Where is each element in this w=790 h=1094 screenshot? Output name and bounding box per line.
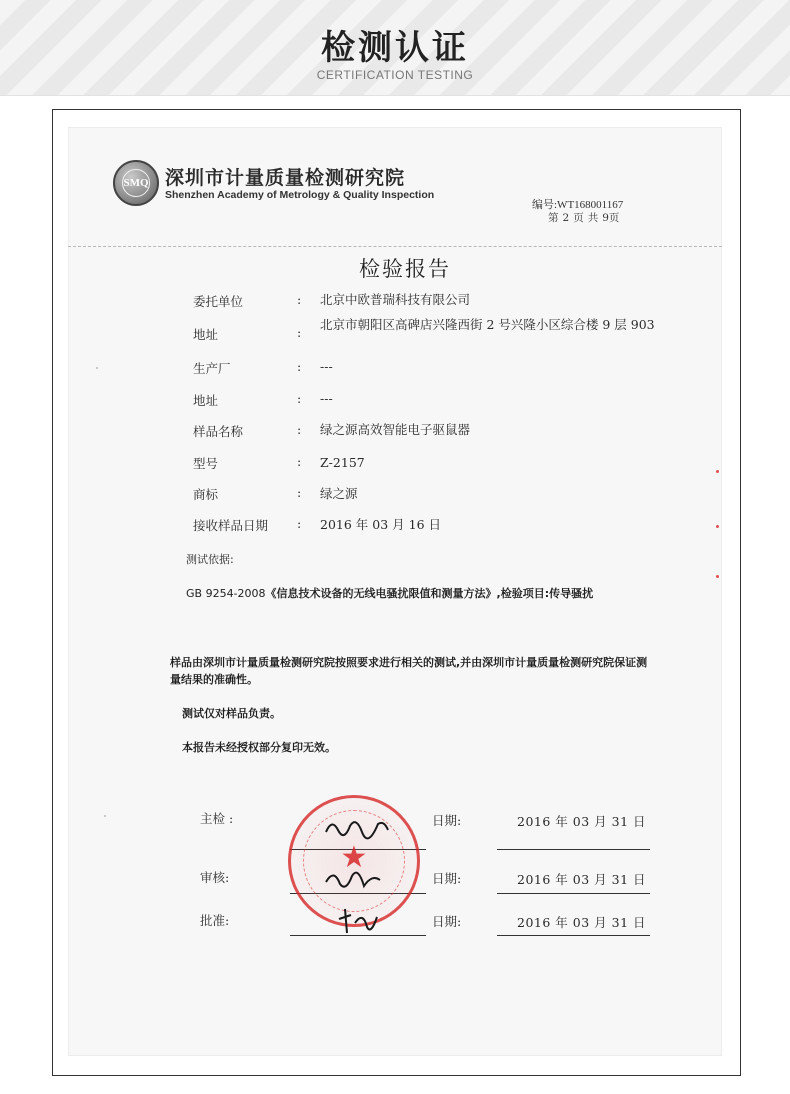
field-value: 2016 年 03 月 16 日 xyxy=(320,517,441,532)
field-label: 委托单位 xyxy=(193,294,244,309)
inspector-signature-icon xyxy=(322,812,392,842)
report-serial: 编号:WT168001167 xyxy=(532,199,624,211)
standard-code: GB 9254-2008 xyxy=(186,587,266,600)
inspector-label: 主检 : xyxy=(200,811,234,826)
seal-star-icon: ★ xyxy=(340,840,368,875)
responsibility-note: 测试仅对样品负责。 xyxy=(182,707,281,720)
field-value: 绿之源 xyxy=(320,486,358,501)
field-label: 接收样品日期 xyxy=(193,518,269,533)
standard-name: 《信息技术设备的无线电骚扰限值和测量方法》 xyxy=(265,587,497,600)
field-value: 北京市朝阳区高碑店兴隆西街 2 号兴隆小区综合楼 9 层 903 xyxy=(320,317,655,332)
field-value: Z-2157 xyxy=(320,455,365,470)
header-divider xyxy=(68,246,722,247)
institution-name-en: Shenzhen Academy of Metrology & Quality Inspection xyxy=(165,189,435,201)
field-value: 北京中欧普瑞科技有限公司 xyxy=(320,292,471,307)
field-colon: : xyxy=(297,292,302,307)
banner-subtitle: CERTIFICATION TESTING xyxy=(316,68,474,82)
field-colon: : xyxy=(297,516,302,531)
inspection-date: 2016 年 03 月 31 日 xyxy=(517,814,646,829)
field-value: --- xyxy=(320,359,333,374)
scan-speck xyxy=(716,575,719,578)
field-colon: : xyxy=(297,454,302,469)
page-total: 9页 xyxy=(602,212,620,224)
page-label-3: 共 xyxy=(587,212,599,224)
field-value: 绿之源高效智能电子驱鼠器 xyxy=(320,422,471,437)
report-title: 检验报告 xyxy=(359,257,451,281)
field-colon: : xyxy=(297,325,302,340)
field-colon: : xyxy=(297,359,302,374)
logo-text: SMQ xyxy=(123,177,149,189)
reviewer-label: 审核: xyxy=(200,870,230,885)
field-label: 商标 xyxy=(193,487,219,502)
field-colon: : xyxy=(297,422,302,437)
date-line xyxy=(497,849,650,850)
scan-speck xyxy=(716,470,719,473)
field-colon: : xyxy=(297,485,302,500)
test-basis-label: 测试依据: xyxy=(186,553,234,566)
page-banner xyxy=(0,0,790,96)
field-value: --- xyxy=(320,391,333,406)
smq-logo-icon xyxy=(113,160,159,206)
test-item: ,检验项目:传导骚扰 xyxy=(496,587,594,600)
field-label: 地址 xyxy=(193,327,219,342)
field-label: 型号 xyxy=(193,456,219,471)
date-line xyxy=(497,935,650,936)
date-label: 日期: xyxy=(432,871,462,886)
measurement-statement: 样品由深圳市计量质量检测研究院按照要求进行相关的测试,并由深圳市计量质量检测研究院保证测量结果的准确性。 xyxy=(170,656,648,686)
institution-name-cn: 深圳市计量质量检测研究院 xyxy=(165,167,406,189)
page-current: 2 xyxy=(562,212,570,224)
reviewer-signature-icon xyxy=(322,864,384,894)
test-standard xyxy=(186,585,666,602)
field-label: 生产厂 xyxy=(193,361,231,376)
date-label: 日期: xyxy=(432,914,462,929)
approval-date: 2016 年 03 月 31 日 xyxy=(517,915,646,930)
date-line xyxy=(497,893,650,894)
page-label-2: 页 xyxy=(573,212,584,224)
page-label-1: 第 xyxy=(548,212,559,224)
date-label: 日期: xyxy=(432,813,462,828)
approver-signature-icon xyxy=(335,905,381,937)
field-label: 样品名称 xyxy=(193,424,244,439)
review-date: 2016 年 03 月 31 日 xyxy=(517,872,646,887)
page-counter xyxy=(548,210,623,225)
scan-speck xyxy=(716,525,719,528)
copy-notice: 本报告未经授权部分复印无效。 xyxy=(182,741,336,754)
field-label: 地址 xyxy=(193,393,219,408)
banner-title: 检测认证 xyxy=(321,28,469,68)
approver-label: 批准: xyxy=(200,913,230,928)
field-colon: : xyxy=(297,391,302,406)
scan-speck xyxy=(104,815,106,817)
scan-speck xyxy=(96,367,98,369)
